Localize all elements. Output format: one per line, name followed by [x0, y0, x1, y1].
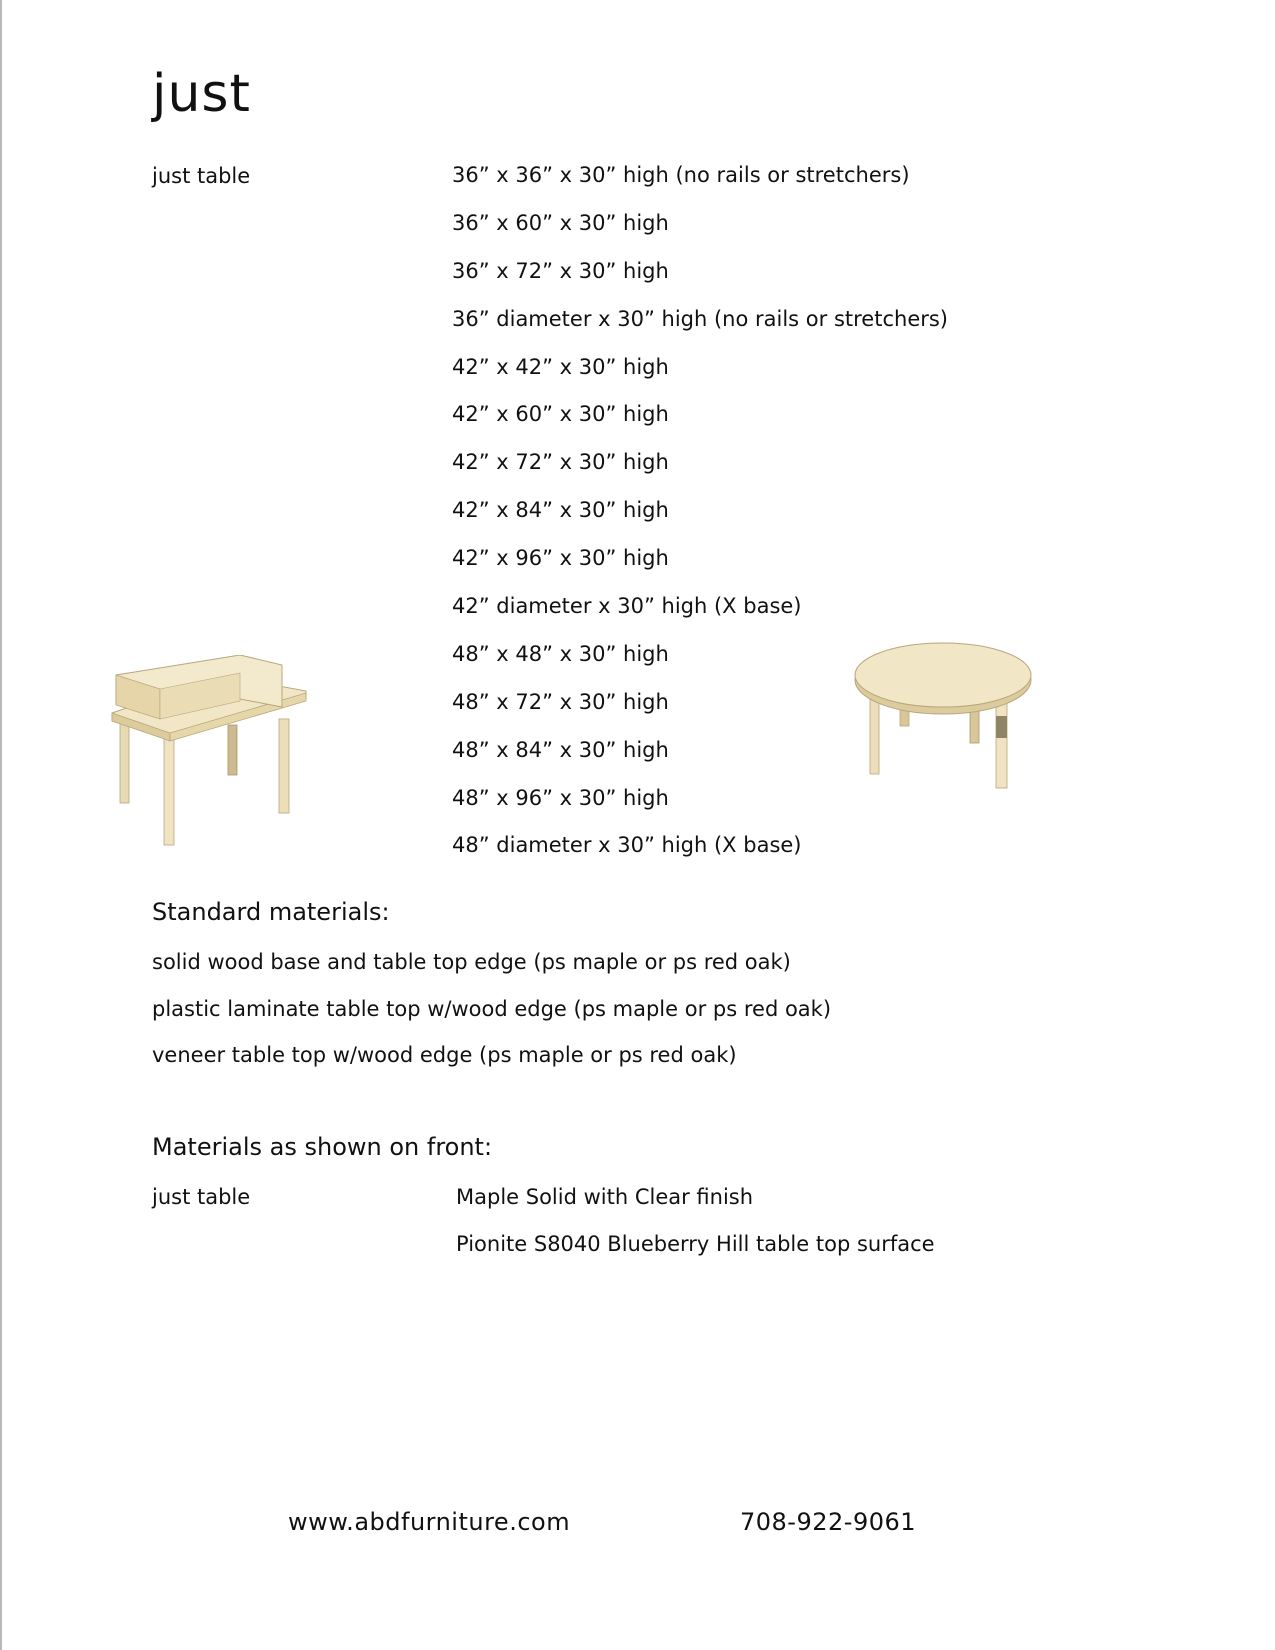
- size-item: 42” diameter x 30” high (X base): [452, 594, 802, 619]
- website-link[interactable]: www.abdfurniture.com: [288, 1508, 571, 1536]
- product-label: just table: [152, 164, 251, 188]
- size-item: 42” x 72” x 30” high: [452, 450, 669, 475]
- size-item: 42” x 84” x 30” high: [452, 498, 669, 523]
- size-item: 48” x 84” x 30” high: [452, 737, 669, 762]
- page-left-rule: [0, 0, 2, 1650]
- materials-shown-line: Pionite S8040 Blueberry Hill table top surface: [456, 1232, 935, 1256]
- size-item: 42” x 42” x 30” high: [452, 354, 669, 379]
- rectangular-table-image: [110, 655, 315, 850]
- size-item: 48” x 72” x 30” high: [452, 689, 669, 714]
- size-item: 48” x 48” x 30” high: [452, 641, 669, 666]
- page-title: just: [152, 64, 251, 124]
- size-item: 36” x 36” x 30” high (no rails or stretchers): [452, 163, 910, 187]
- size-item: 36” diameter x 30” high (no rails or stretchers): [452, 306, 949, 331]
- materials-shown-heading: Materials as shown on front:: [152, 1133, 493, 1161]
- phone-number: 708-922-9061: [740, 1508, 917, 1536]
- size-item: 48” x 96” x 30” high: [452, 785, 669, 810]
- round-table-image: [852, 640, 1037, 790]
- size-item: 48” diameter x 30” high (X base): [452, 833, 802, 858]
- material-line: veneer table top w/wood edge (ps maple or ps red oak): [152, 1043, 737, 1067]
- material-line: solid wood base and table top edge (ps maple or ps red oak): [152, 950, 791, 974]
- size-item: 36” x 60” x 30” high: [452, 210, 669, 235]
- size-item: 42” x 60” x 30” high: [452, 402, 669, 427]
- standard-materials-heading: Standard materials:: [152, 898, 390, 926]
- materials-shown-line: Maple Solid with Clear finish: [456, 1185, 754, 1209]
- size-item: 42” x 96” x 30” high: [452, 546, 669, 571]
- material-line: plastic laminate table top w/wood edge (ps maple or ps red oak): [152, 997, 832, 1021]
- materials-shown-label: just table: [152, 1185, 251, 1209]
- size-item: 36” x 72” x 30” high: [452, 258, 669, 283]
